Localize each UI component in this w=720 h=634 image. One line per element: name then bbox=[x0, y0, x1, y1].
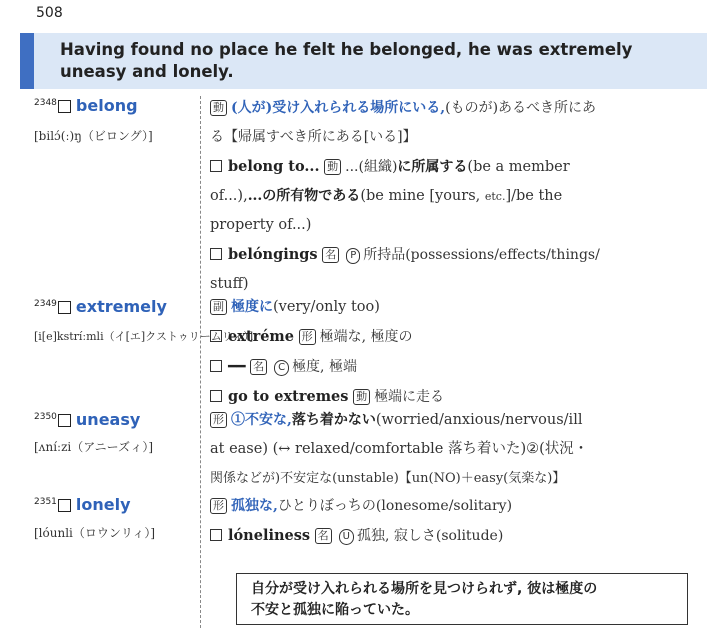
phrase-def: (be mine [yours, bbox=[360, 188, 481, 204]
pos-tag-verb: 動 bbox=[324, 159, 341, 175]
phrase-def: etc. bbox=[484, 190, 506, 203]
derived-def: 所持品(possessions/effects/things/ bbox=[363, 247, 600, 263]
phrase: belong to... bbox=[228, 158, 320, 175]
translation-line: 自分が受け入れられる場所を見つけられず, 彼は極度の bbox=[251, 581, 598, 597]
translation-line: 不安と孤独に陥っていた。 bbox=[251, 602, 419, 618]
phrase-def: ]/be the bbox=[505, 188, 563, 204]
entry-number: 2348 bbox=[34, 98, 57, 108]
page-number: 508 bbox=[36, 5, 63, 21]
headword-lonely bbox=[34, 495, 131, 514]
def-line bbox=[210, 435, 670, 464]
derived-line bbox=[210, 322, 670, 352]
pronunciation: [ʌníːzi（アニーズィ）] bbox=[34, 440, 154, 454]
definition-belong bbox=[210, 94, 670, 299]
derived-word: extréme bbox=[228, 328, 295, 345]
translation-box bbox=[236, 573, 688, 625]
sentence-banner bbox=[20, 33, 707, 89]
definition-extremely bbox=[210, 293, 670, 412]
checkbox-icon[interactable] bbox=[58, 301, 71, 314]
derived-line bbox=[210, 352, 670, 382]
headword-belong bbox=[34, 96, 138, 115]
main-meaning: 孤独な, bbox=[231, 498, 278, 514]
def-line bbox=[210, 492, 670, 521]
count-tag: P bbox=[346, 248, 360, 264]
derived-def: stuff) bbox=[210, 276, 249, 292]
pos-tag-adverb: 副 bbox=[210, 299, 227, 315]
meaning-rest: at ease) (↔ relaxed/comfortable 落ち着いた)②(状況・ bbox=[210, 441, 589, 457]
derived-def: 極端な, 極度の bbox=[319, 329, 413, 345]
def-line bbox=[210, 123, 670, 152]
def-line bbox=[210, 406, 670, 435]
derived-def: 極度, 極端 bbox=[292, 359, 357, 375]
main-meaning: (人が)受け入れられる場所にいる, bbox=[231, 100, 446, 116]
derived-def: 極端に走る bbox=[374, 389, 445, 405]
phrase-def: ...(組織) bbox=[345, 159, 398, 175]
entry-number: 2350 bbox=[34, 412, 57, 422]
meaning-bold: 落ち着かない bbox=[291, 412, 376, 428]
derived-def: 孤独, 寂しさ(solitude) bbox=[357, 528, 504, 544]
headword-text: lonely bbox=[75, 495, 131, 514]
meaning-rest: (very/only too) bbox=[273, 299, 380, 315]
pos-tag-adjective: 形 bbox=[210, 412, 227, 428]
headword-text: uneasy bbox=[75, 410, 141, 429]
checkbox-icon[interactable] bbox=[210, 330, 222, 342]
derived-line bbox=[210, 240, 670, 270]
count-tag: U bbox=[339, 529, 354, 545]
derived-word: go to extremes bbox=[228, 388, 349, 405]
pos-tag-noun: 名 bbox=[322, 247, 339, 263]
banner-sentence: Having found no place he felt he belonged, he was extremely uneasy and lonely. bbox=[60, 40, 633, 81]
headword-text: extremely bbox=[75, 297, 167, 316]
pos-tag-verb: 動 bbox=[210, 100, 227, 116]
phrase-def: property of...) bbox=[210, 217, 312, 233]
main-meaning: 極度に bbox=[231, 299, 273, 315]
entry-number: 2349 bbox=[34, 299, 57, 309]
checkbox-icon[interactable] bbox=[58, 499, 71, 512]
main-meaning: ①不安な, bbox=[231, 412, 292, 428]
phrase-line bbox=[210, 182, 670, 211]
meaning-rest: 関係などが)不安定な(unstable)【un(NO)＋easy(気楽な)】 bbox=[210, 471, 566, 486]
pronunciation: [bilɔ́(ː)ŋ（ビロング）] bbox=[34, 129, 153, 143]
phrase-line bbox=[210, 152, 670, 182]
checkbox-icon[interactable] bbox=[210, 529, 222, 541]
phrase-def: に所属する bbox=[397, 159, 468, 175]
banner-accent-bar bbox=[20, 33, 34, 89]
derived-line bbox=[210, 521, 670, 551]
def-line bbox=[210, 464, 670, 493]
pos-tag-noun: 名 bbox=[250, 359, 267, 375]
checkbox-icon[interactable] bbox=[58, 100, 71, 113]
headword-uneasy bbox=[34, 410, 140, 429]
headword-text: belong bbox=[75, 96, 138, 115]
checkbox-icon[interactable] bbox=[210, 160, 222, 172]
headword-extremely bbox=[34, 297, 167, 316]
pronunciation: [lóunli（ロウンリィ）] bbox=[34, 526, 156, 540]
phrase-def: (be a member bbox=[467, 159, 570, 175]
pos-tag-verb: 動 bbox=[353, 389, 370, 405]
pos-tag-adjective: 形 bbox=[210, 498, 227, 514]
count-tag: C bbox=[274, 360, 289, 376]
checkbox-icon[interactable] bbox=[210, 248, 222, 260]
derived-word: lóneliness bbox=[228, 527, 311, 544]
phrase-line bbox=[210, 211, 670, 240]
meaning-rest: (ものが)あるべき所にあ bbox=[445, 100, 597, 116]
meaning-rest: ひとりぼっちの(lonesome/solitary) bbox=[277, 498, 513, 514]
checkbox-icon[interactable] bbox=[210, 360, 222, 372]
pos-tag-noun: 名 bbox=[315, 528, 332, 544]
phrase-def: ...の所有物である bbox=[247, 188, 361, 204]
column-divider bbox=[200, 96, 201, 628]
definition-lonely bbox=[210, 492, 670, 551]
def-line bbox=[210, 293, 670, 322]
derived-word: belóngings bbox=[228, 246, 318, 263]
checkbox-icon[interactable] bbox=[210, 390, 222, 402]
entry-number: 2351 bbox=[34, 497, 57, 507]
pos-tag-adjective: 形 bbox=[299, 329, 316, 345]
phrase-def: of...), bbox=[210, 188, 248, 204]
meaning-rest: (worried/anxious/nervous/ill bbox=[375, 412, 583, 428]
def-line bbox=[210, 94, 670, 123]
definition-uneasy bbox=[210, 406, 670, 493]
meaning-rest: る【帰属すべき所にある[いる]】 bbox=[210, 129, 417, 145]
checkbox-icon[interactable] bbox=[58, 414, 71, 427]
derived-word: ━━ bbox=[228, 358, 246, 375]
pronunciation: [i[e]kstríːmli（イ[エ]クストゥリームリィ）] bbox=[34, 330, 254, 343]
